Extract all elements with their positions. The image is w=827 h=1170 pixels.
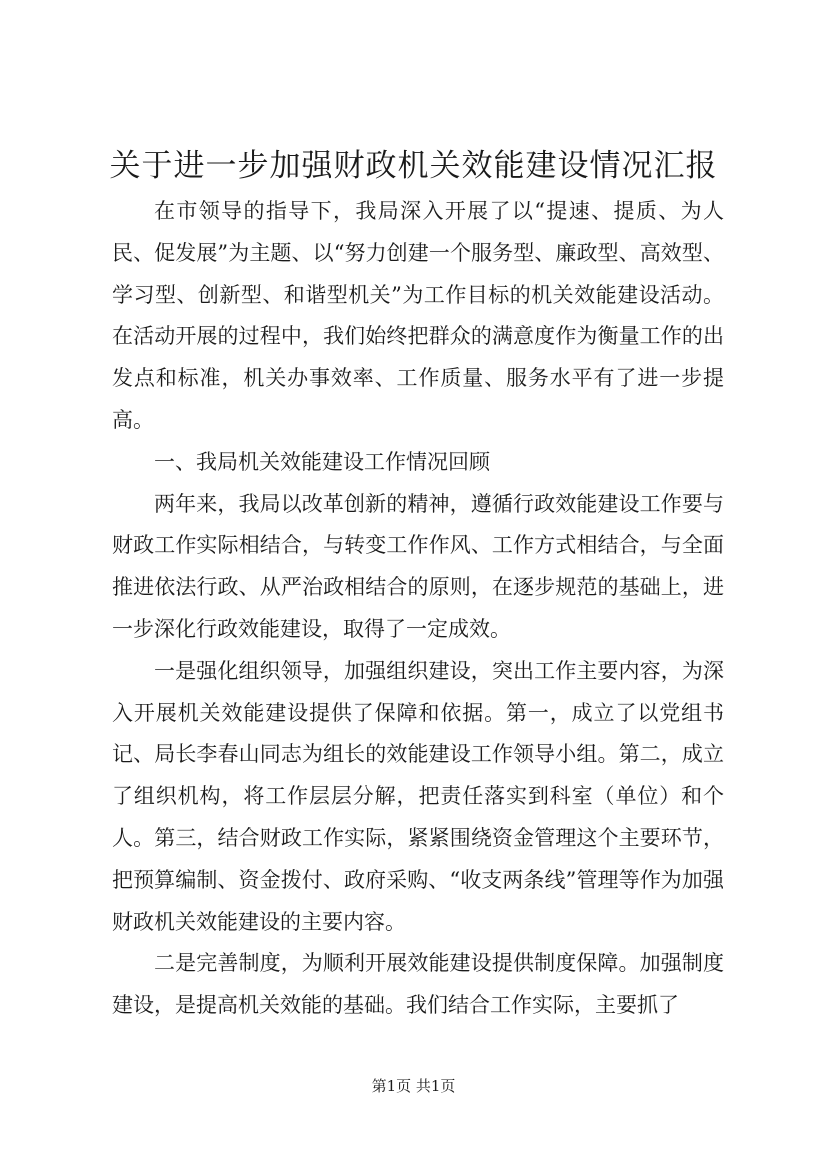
paragraph-organization: 一是强化组织领导，加强组织建设，突出工作主要内容，为深入开展机关效能建设提供了保障和依据。第一，成立了以党组书记、局长李春山同志为组长的效能建设工作领导小组。第二，成立了组织机构，将工作层层分解，把责任落实到科室（单位）和个人。第三，结合财政工作实际，紧紧围绕资金管理这个主要环节，把预算编制、资金拨付、政府采购、“收支两条线”管理等作为加强财政机关效能建设的主要内容。	[112, 658, 724, 934]
page-number-footer: 第1页 共1页	[371, 1077, 456, 1095]
paragraph-intro: 在市领导的指导下，我局深入开展了以“提速、提质、为人民、促发展”为主题、以“努力创建一个服务型、廉政型、高效型、学习型、创新型、和谐型机关”为工作目标的机关效能建设活动。在活动开展的过程中，我们始终把群众的满意度作为衡量工作的出发点和标准，机关办事效率、工作质量、服务水平有了进一步提高。	[112, 199, 724, 432]
document-title: 关于进一步加强财政机关效能建设情况汇报	[109, 148, 718, 184]
paragraph-system: 二是完善制度，为顺利开展效能建设提供制度保障。加强制度建设，是提高机关效能的基础。我们结合工作实际，主要抓了	[112, 951, 724, 1018]
paragraph-review: 两年来，我局以改革创新的精神，遵循行政效能建设工作要与财政工作实际相结合，与转变工作作风、工作方式相结合，与全面推进依法行政、从严治政相结合的原则，在逐步规范的基础上，进一步深化行政效能建设，取得了一定成效。	[112, 491, 724, 641]
section-heading-1: 一、我局机关效能建设工作情况回顾	[154, 449, 490, 474]
document-body	[112, 191, 724, 1027]
